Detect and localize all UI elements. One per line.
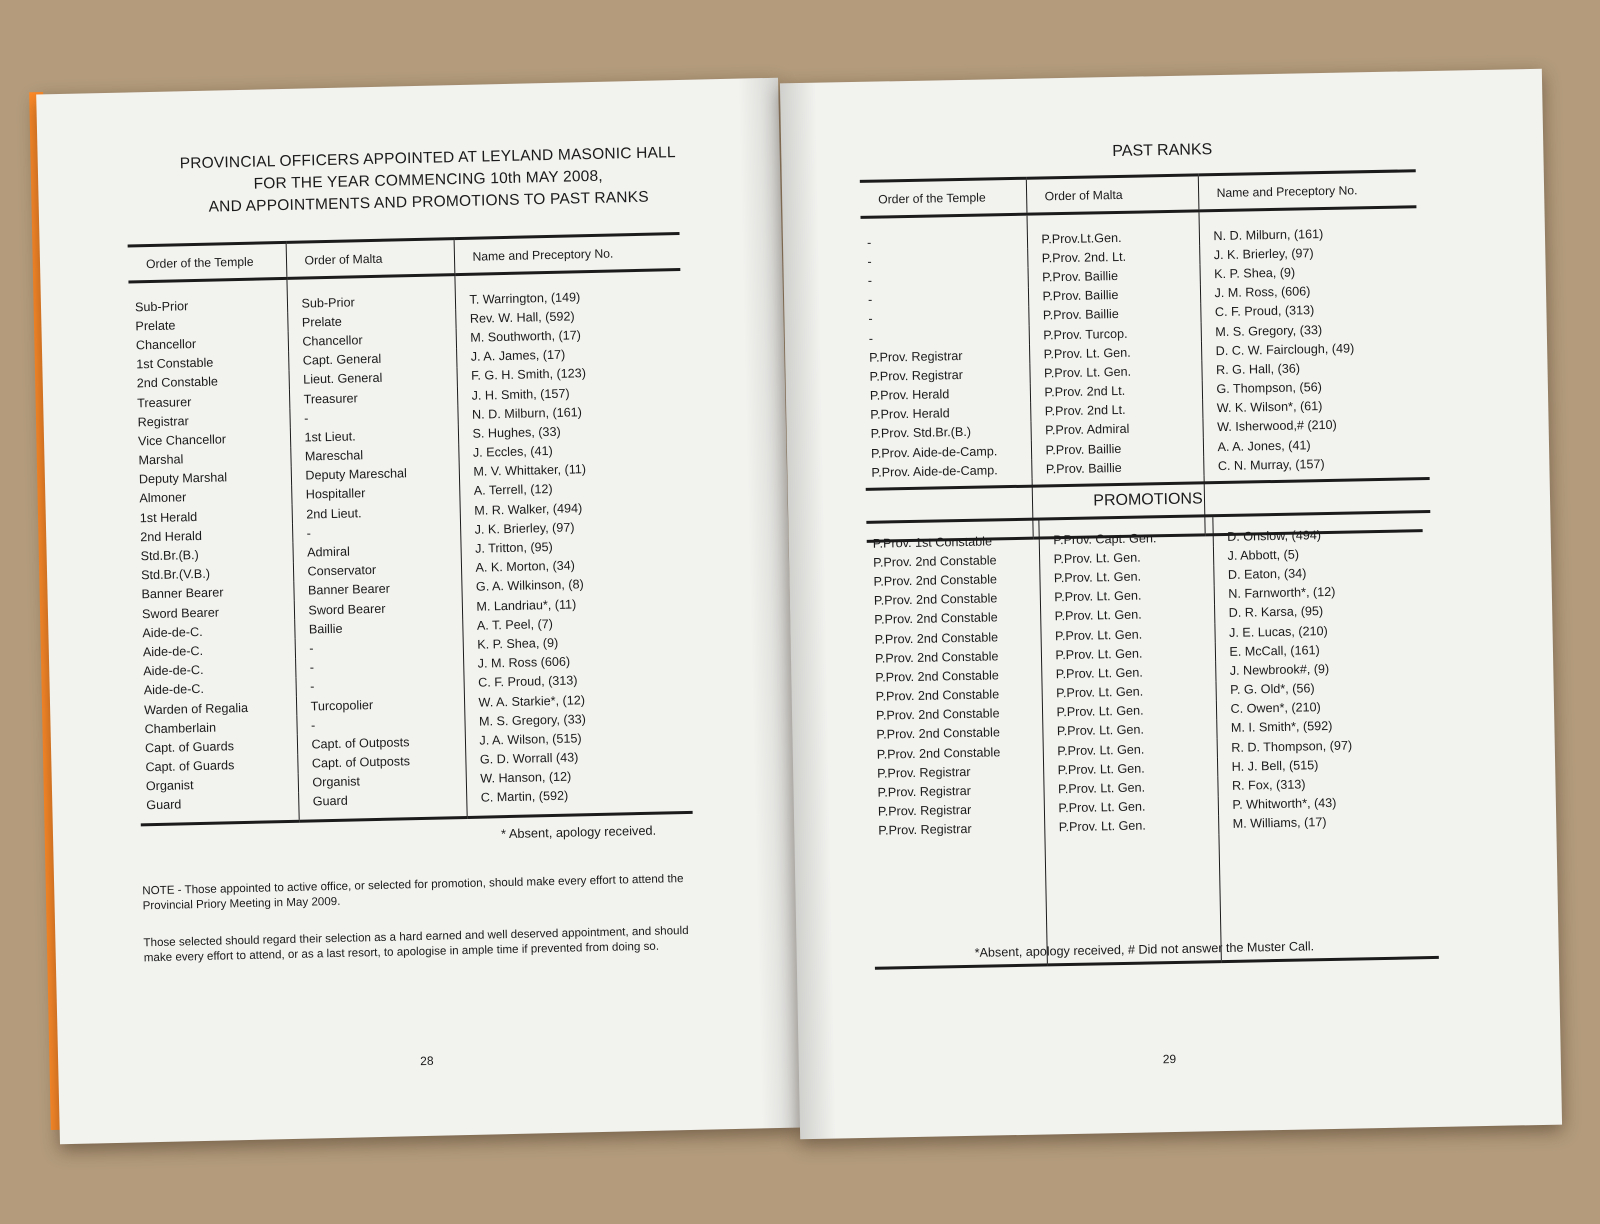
table-cell: Marshal [138, 452, 184, 468]
table-cell: J. A. James, (17) [456, 343, 682, 367]
table-cell: P.Prov. Registrar [877, 783, 972, 800]
table-cell: M. Southworth, (17) [456, 323, 682, 347]
table-cell: Capt. General [288, 348, 456, 371]
table-cell: Aide-de-C. [142, 643, 204, 660]
footnote: *Absent, apology received, # Did not answer the Muster Call. [974, 939, 1315, 960]
table-cell: Sword Bearer [141, 605, 220, 621]
promotions-table [866, 513, 1438, 970]
table-cell: M. S. Gregory, (33) [1201, 318, 1419, 341]
officers-table [128, 232, 693, 826]
table-cell: Almoner [139, 490, 187, 506]
table-cell: P.Prov. Aide-de-Camp. [870, 443, 998, 461]
table-cell: M. V. Whittaker, (11) [459, 458, 685, 482]
table-cell: Organist [298, 770, 466, 793]
table-cell: Std.Br.(V.B.) [140, 566, 211, 583]
table-cell: P.Prov. Lt. Gen. [1042, 719, 1216, 742]
table-cell: - [867, 254, 872, 269]
table-cell: P.Prov. Lt. Gen. [1043, 738, 1217, 761]
table-cell: P.Prov. Lt. Gen. [1029, 342, 1201, 364]
table-cell: D. R. Karsa, (95) [1214, 600, 1432, 623]
table-cell: W. K. Wilson*, (61) [1202, 395, 1420, 418]
table-cell: P.Prov. Aide-de-Camp. [871, 463, 998, 480]
table-cell: Capt. of Outposts [297, 731, 465, 754]
table-cell: Chancellor [288, 328, 456, 351]
table-cell: S. Hughes, (33) [458, 419, 684, 443]
table-cell: Treasurer [137, 394, 192, 410]
table-cell: Organist [145, 778, 194, 794]
column-header: Order of Malta [1026, 175, 1199, 214]
table-cell: P.Prov. Lt. Gen. [1039, 546, 1213, 569]
table-cell: 2nd Herald [140, 528, 203, 545]
table-cell: - [295, 655, 463, 678]
table-cell: Sub-Prior [286, 275, 455, 313]
table-cell: K. P. Shea, (9) [1199, 261, 1417, 284]
table-cell: P.Prov. 2nd Constable [875, 706, 1000, 723]
table-cell: Banner Bearer [141, 585, 224, 602]
table-cell: P.Prov. Herald [870, 406, 950, 423]
table-cell: P.Prov. 2nd Constable [874, 610, 998, 628]
table-cell: - [868, 312, 873, 327]
table-cell: Deputy Marshal [138, 470, 228, 487]
table-cell: P.Prov. 2nd Constable [874, 649, 999, 666]
table-cell: Deputy Mareschal [291, 463, 459, 486]
table-cell: A. A. Jones, (41) [1203, 433, 1421, 456]
table-cell: Baillie [294, 616, 462, 639]
table-cell: Capt. of Guards [145, 758, 235, 775]
table-cell: M. I. Smith*, (592) [1216, 715, 1434, 738]
table-cell: J. K. Brierley, (97) [460, 515, 686, 539]
table-cell: W. A. Starkie*, (12) [464, 688, 690, 712]
table-cell: P.Prov. Lt. Gen. [1041, 661, 1215, 684]
table-cell: Chamberlain [144, 720, 217, 736]
table-cell: F. G. H. Smith, (123) [456, 362, 682, 386]
table-cell: P.Prov. Lt. Gen. [1041, 642, 1215, 665]
table-cell: P.Prov. Registrar [869, 367, 964, 384]
table-cell: P.Prov. Std.Br.(B.) [870, 425, 972, 442]
table-cell: Mareschal [290, 444, 458, 467]
table-cell: Prelate [135, 318, 176, 334]
table-cell: G. Thompson, (56) [1202, 376, 1420, 399]
table-cell: W. Hanson, (12) [466, 765, 692, 789]
table-cell: Conservator [293, 559, 461, 582]
table-cell: P.Prov. 2nd Constable [873, 553, 997, 570]
column-header: Order of Malta [286, 239, 455, 279]
table-cell: G. D. Worrall (43) [465, 745, 691, 769]
table-cell: T. Warrington, (149) [454, 269, 681, 309]
table-cell: J. A. Wilson, (515) [465, 726, 691, 750]
table-cell: Prelate [287, 309, 455, 332]
table-cell: R. Fox, (313) [1217, 772, 1435, 795]
table-cell: 2nd Lieut. [292, 501, 460, 524]
table-cell: 1st Constable [136, 355, 214, 372]
table-cell: Chancellor [135, 336, 197, 353]
table-cell: 1st Lieut. [290, 424, 458, 447]
table-cell: P.Prov. 2nd. Lt. [1027, 246, 1199, 268]
table-cell: Aide-de-C. [143, 663, 204, 679]
table-cell: G. A. Wilkinson, (8) [461, 573, 687, 597]
table-cell: P.Prov. Lt. Gen. [1043, 777, 1217, 800]
table-cell: - [867, 273, 873, 288]
footnote: * Absent, apology received. [500, 822, 657, 842]
table-cell: P.Prov. Lt. Gen. [1042, 681, 1216, 704]
table-cell: 1st Herald [139, 509, 198, 525]
table-cell: C. N. Murray, (157) [1203, 452, 1421, 475]
table-cell: Guard [140, 793, 299, 825]
table-cell: Capt. of Guards [144, 739, 235, 756]
page-28 [36, 78, 802, 1145]
table-cell: Admiral [292, 539, 460, 562]
table-cell: 2nd Constable [136, 374, 219, 391]
page-number: 29 [1162, 1051, 1177, 1067]
table-cell: N. D. Milburn, (161) [1198, 207, 1417, 246]
table-cell: P.Prov. Registrar [877, 764, 971, 781]
table-cell: M. Landriau*, (11) [462, 592, 688, 616]
table-cell: Treasurer [289, 386, 457, 409]
table-cell: P. Whitworth*, (43) [1218, 792, 1436, 815]
table-cell: P.Prov. Baillie [1028, 284, 1200, 306]
table-cell: P.Prov. Baillie [1031, 457, 1203, 479]
table-cell: J. Abbott, (5) [1213, 542, 1431, 565]
title-line: FOR THE YEAR COMMENCING 10th MAY 2008, [253, 167, 604, 193]
table-cell: A. T. Peel, (7) [462, 611, 688, 635]
promotions-section [866, 477, 1439, 970]
note-paragraph: Those selected should regard their selection as a hard earned and well deserved appointment, and should make every effort to attend, or as a last resort, to apologise in ample time if prevented from doing so. [143, 923, 689, 964]
note-paragraph: NOTE - Those appointed to active office, or selected for promotion, should make every effort to attend the Provincial Priory Meeting in May 2009. [142, 872, 684, 912]
table-cell: P. G. Old*, (56) [1215, 676, 1433, 699]
table-cell: K. P. Shea, (9) [463, 630, 689, 654]
table-cell: - [295, 674, 463, 697]
table-cell: P.Prov. Turcop. [1029, 322, 1201, 344]
table-cell: P.Prov. Baillie [1031, 437, 1203, 459]
title-line: AND APPOINTMENTS AND PROMOTIONS TO PAST RANKS [208, 188, 649, 216]
table-cell: P.Prov. Lt. Gen. [1029, 361, 1201, 383]
table-cell: P.Prov. Herald [869, 387, 950, 403]
table-cell: - [292, 520, 460, 543]
table-cell: Sub-Prior [134, 298, 189, 314]
table-cell: J. M. Ross, (606) [1200, 280, 1418, 303]
table-cell: - [867, 292, 873, 307]
table-cell: Warden of Regalia [144, 700, 249, 717]
table-cell: P.Prov. 2nd Constable [875, 668, 999, 685]
table-cell: Hospitaller [291, 482, 459, 505]
table-cell: P.Prov. Lt. Gen. [1042, 700, 1216, 723]
table-cell: J. E. Lucas, (210) [1214, 619, 1432, 642]
table-cell: C. Owen*, (210) [1216, 696, 1434, 719]
table-cell: H. J. Bell, (515) [1217, 753, 1435, 776]
table-cell: - [868, 331, 874, 346]
column-header: Name and Preceptory No. [1198, 171, 1417, 211]
table-cell: N. D. Milburn, (161) [457, 400, 683, 424]
table-cell: P.Prov. 2nd Constable [874, 629, 999, 647]
table-cell: P.Prov. 2nd Constable [876, 744, 1001, 762]
table-cell: R. D. Thompson, (97) [1217, 734, 1435, 757]
table-cell: P.Prov. Lt. Gen. [1040, 623, 1214, 646]
table-cell: P.Prov. 1st Constable [872, 534, 993, 551]
table-cell: N. Farnworth*, (12) [1214, 581, 1432, 604]
column-header: Order of the Temple [860, 178, 1027, 217]
table-cell: P.Prov. Lt. Gen. [1044, 815, 1218, 838]
title-line: PROVINCIAL OFFICERS APPOINTED AT LEYLAND MASONIC HALL [179, 144, 676, 173]
table-cell: P.Prov. 2nd Lt. [1030, 380, 1202, 402]
table-cell: - [296, 712, 464, 735]
table-cell: P.Prov. Lt. Gen. [1040, 604, 1214, 627]
table-cell: W. Isherwood,# (210) [1202, 414, 1420, 437]
table-cell: Sword Bearer [294, 597, 462, 620]
table-cell: A. K. Morton, (34) [461, 554, 687, 578]
table-cell: J. H. Smith, (157) [457, 381, 683, 405]
table-cell: Turcopolier [296, 693, 464, 716]
table-cell: P.Prov. Registrar [877, 803, 972, 819]
table-cell: P.Prov. Lt. Gen. [1040, 585, 1214, 608]
table-cell: J. K. Brierley, (97) [1199, 241, 1417, 264]
table-cell: P.Prov. Lt. Gen. [1044, 796, 1218, 819]
page-29 [780, 69, 1562, 1139]
table-cell: C. F. Proud, (313) [463, 669, 689, 693]
table-cell: Aide-de-C. [143, 682, 205, 698]
table-cell: Aide-de-C. [142, 624, 203, 641]
table-cell: Rev. W. Hall, (592) [455, 304, 681, 328]
table-cell: P.Prov. Capt. Gen. [1038, 517, 1213, 550]
table-cell: C. F. Proud, (313) [1200, 299, 1418, 322]
table-cell: J. Newbrook#, (9) [1215, 657, 1433, 680]
table-cell: - [866, 235, 872, 250]
table-cell: P.Prov. Registrar [878, 822, 972, 839]
table-cell: Vice Chancellor [137, 432, 227, 449]
table-cell: Std.Br.(B.) [140, 548, 199, 564]
table-cell: P.Prov. Lt. Gen. [1043, 757, 1217, 780]
table-cell: D. Onslow, (494) [1212, 513, 1431, 546]
table-cell: Registrar [137, 413, 189, 430]
table-cell: A. Terrell, (12) [459, 477, 685, 501]
table-cell: P.Prov. Baillie [1028, 303, 1200, 325]
page-number: 28 [420, 1053, 434, 1069]
past-ranks-title: PAST RANKS [1112, 141, 1213, 161]
table-cell: P.Prov. 2nd Constable [873, 572, 998, 589]
table-cell: D. Eaton, (34) [1213, 561, 1431, 584]
column-header: Name and Preceptory No. [454, 233, 681, 274]
table-cell: P.Prov. Lt. Gen. [1039, 566, 1213, 589]
table-cell: M. S. Gregory, (33) [464, 707, 690, 731]
table-cell: P.Prov. 2nd Constable [876, 725, 1001, 743]
table-cell: P.Prov. 2nd Constable [875, 687, 1000, 704]
table-cell: M. Williams, (17) [1218, 811, 1436, 834]
table-cell: R. G. Hall, (36) [1201, 357, 1419, 380]
table-cell: P.Prov. Admiral [1030, 418, 1202, 440]
table-cell: P.Prov. 2nd Constable [873, 591, 998, 608]
table-cell: Banner Bearer [293, 578, 461, 601]
table-cell: M. R. Walker, (494) [460, 496, 686, 520]
table-cell: Lieut. General [289, 367, 457, 390]
table-cell: J. Tritton, (95) [460, 534, 686, 558]
column-header: Order of the Temple [128, 242, 287, 282]
table-cell: Guard [298, 789, 467, 821]
promotions-title: PROMOTIONS [866, 477, 1431, 524]
table-cell: E. McCall, (161) [1215, 638, 1433, 661]
table-cell: P.Prov. 2nd Lt. [1030, 399, 1202, 421]
table-cell: J. M. Ross (606) [463, 649, 689, 673]
table-cell: C. Martin, (592) [466, 784, 693, 818]
table-cell: J. Eccles, (41) [458, 438, 684, 462]
table-cell: Capt. of Outposts [297, 750, 465, 773]
table-cell: - [295, 635, 463, 658]
page-title [148, 141, 709, 220]
table-cell: P.Prov. Baillie [1028, 265, 1200, 287]
table-cell: - [289, 405, 457, 428]
table-cell: P.Prov. Registrar [869, 348, 963, 365]
table-cell: D. C. W. Fairclough, (49) [1201, 337, 1419, 360]
table-cell: P.Prov.Lt.Gen. [1026, 211, 1199, 249]
